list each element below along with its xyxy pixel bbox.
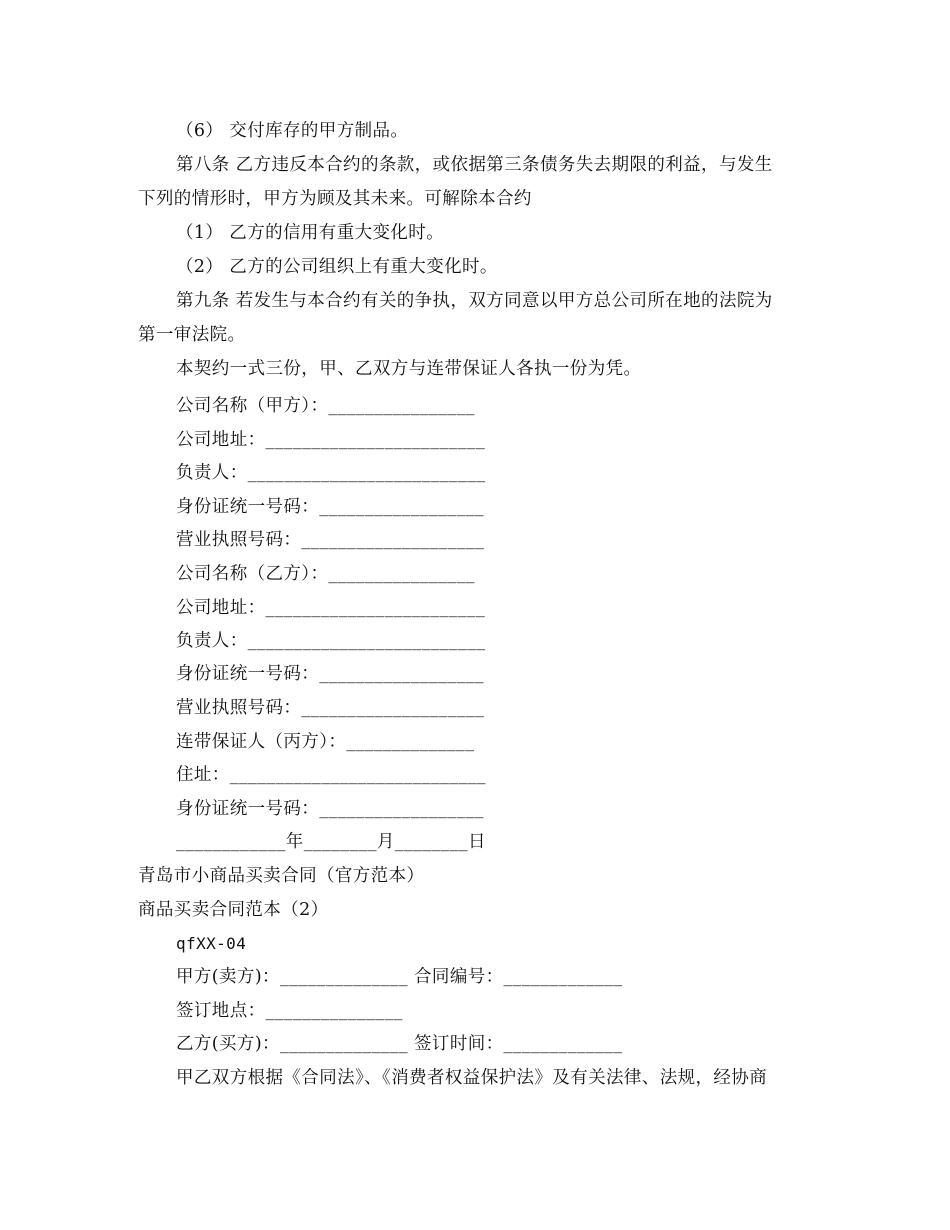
party-b-id-field: 身份证统一号码：__________________	[176, 664, 484, 684]
article-8-line-2: 下列的情形时，甲方为顾及其未来。可解除本合约	[138, 189, 532, 209]
article-9-line-2: 第一审法院。	[138, 325, 246, 345]
article-8-line-1: 第八条 乙方违反本合约的条款，或依据第三条债务失去期限的利益，与发生	[176, 155, 773, 175]
article-9-line-1: 第九条 若发生与本合约有关的争执，双方同意以甲方总公司所在地的法院为	[176, 291, 773, 311]
guarantor-address-field: 住址：____________________________	[176, 765, 486, 785]
party-a-address-field: 公司地址：________________________	[176, 430, 486, 450]
party-b-company-name-field: 公司名称（乙方）：________________	[176, 564, 475, 584]
section-title: 商品买卖合同范本（2）	[138, 900, 329, 920]
clause-item-2: （2） 乙方的公司组织上有重大变化时。	[176, 257, 498, 277]
copies-statement: 本契约一式三份，甲、乙双方与连带保证人各执一份为凭。	[176, 359, 642, 379]
party-b-representative-field: 负责人：__________________________	[176, 631, 486, 651]
party-a-id-field: 身份证统一号码：__________________	[176, 497, 484, 517]
party-a-company-name-field: 公司名称（甲方）：________________	[176, 396, 475, 416]
party-a-license-field: 营业执照号码：____________________	[176, 530, 485, 550]
party-b-license-field: 营业执照号码：____________________	[176, 698, 485, 718]
buyer-and-signing-time-field: 乙方(买方)：______________ 签订时间：_____________	[176, 1034, 623, 1054]
document-title: 青岛市小商品买卖合同（官方范本）	[138, 866, 425, 886]
preamble-line: 甲乙双方根据《合同法》、《消费者权益保护法》及有关法律、法规，经协商	[176, 1068, 768, 1088]
seller-and-contract-number-field: 甲方(卖方)：______________ 合同编号：_____________	[176, 967, 623, 987]
guarantor-id-field: 身份证统一号码：__________________	[176, 799, 484, 819]
clause-item-1: （1） 乙方的信用有重大变化时。	[176, 223, 445, 243]
signing-place-field: 签订地点：_______________	[176, 1001, 403, 1021]
party-a-representative-field: 负责人：__________________________	[176, 463, 486, 483]
party-b-address-field: 公司地址：________________________	[176, 598, 486, 618]
clause-item-6: （6） 交付库存的甲方制品。	[176, 121, 409, 141]
guarantor-field: 连带保证人（丙方）：______________	[176, 732, 475, 752]
date-field: ____________年________月________日	[176, 832, 486, 852]
form-code: qfXX-04	[176, 934, 247, 953]
